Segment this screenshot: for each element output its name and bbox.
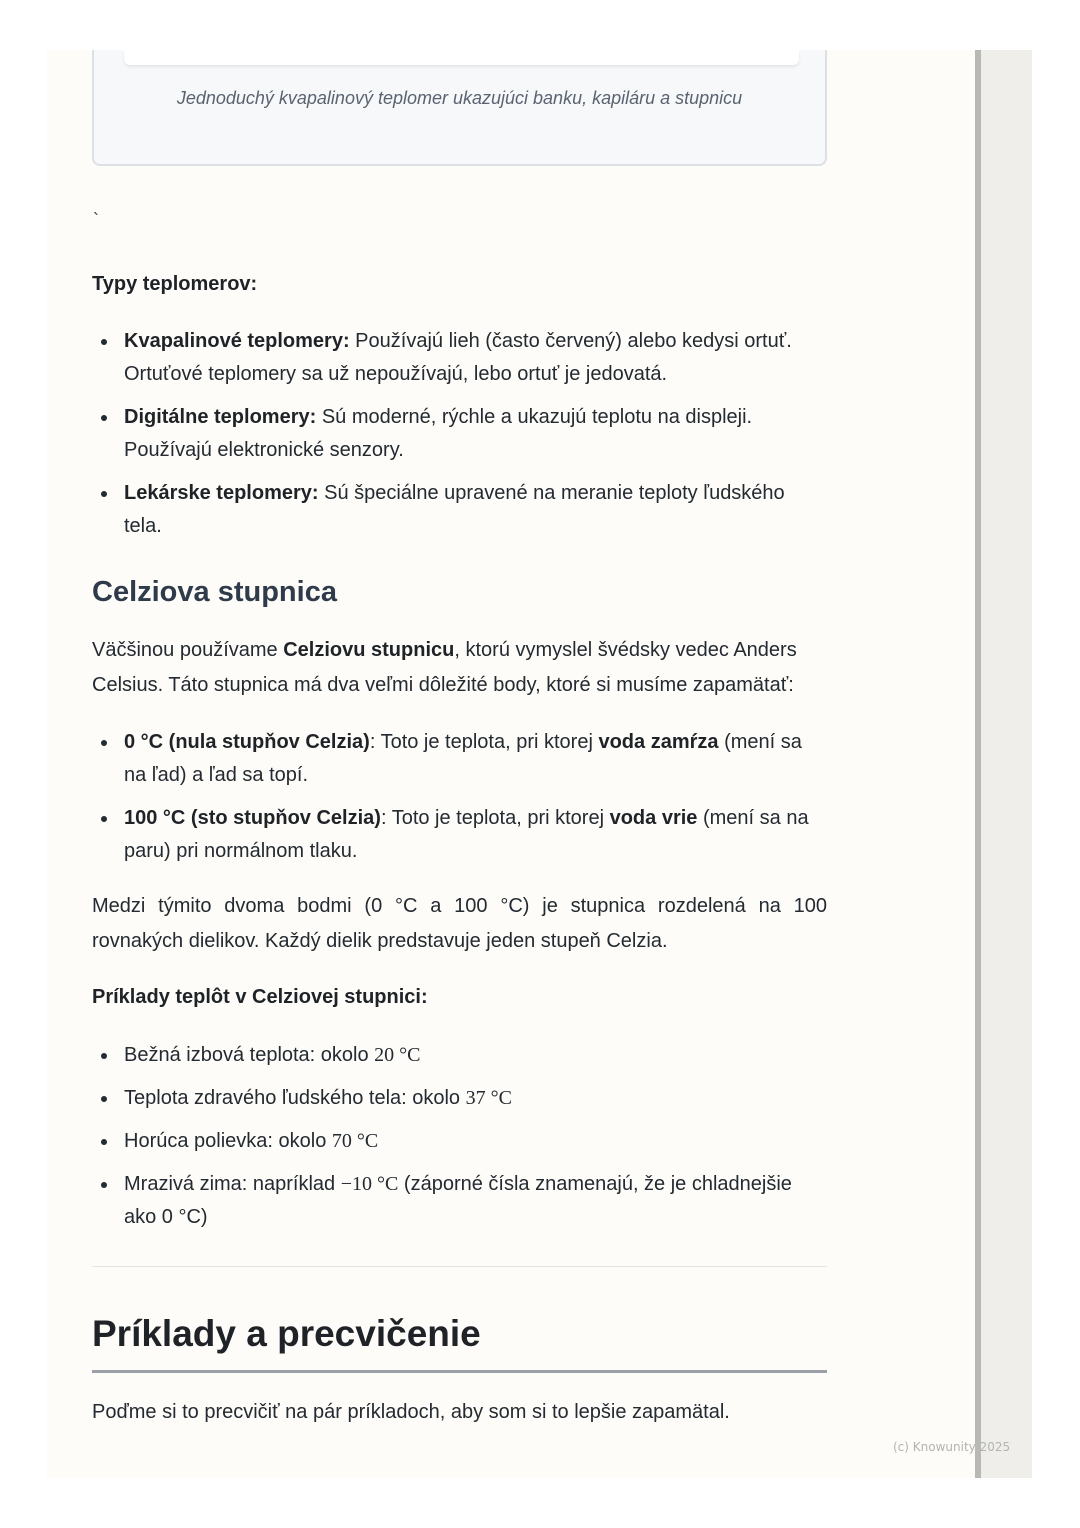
- figure-caption: Jednoduchý kvapalinový teplomer ukazujúci banku, kapiláru a stupnicu: [176, 88, 743, 108]
- intro-text: Väčšinou používame: [92, 639, 284, 661]
- heading-underline: [92, 1370, 827, 1373]
- intro-bold: Celziovu stupnicu: [283, 639, 455, 661]
- example-value: 20 °C: [374, 1044, 421, 1066]
- example-text: Bežná izbová teplota: okolo: [124, 1044, 375, 1066]
- figure-image-frame: [124, 50, 799, 65]
- practice-heading: Príklady a precvičenie: [92, 1313, 481, 1354]
- list-item: [92, 325, 827, 391]
- example-text: Mrazivá zima: napríklad: [124, 1173, 341, 1195]
- list-item: [92, 1125, 827, 1158]
- scrollbar-track[interactable]: [975, 50, 1032, 1478]
- example-text: Teplota zdravého ľudského tela: okolo: [124, 1087, 466, 1109]
- point-text: : Toto je teplota, pri ktorej: [380, 807, 610, 829]
- example-text: Horúca polievka: okolo: [124, 1130, 332, 1152]
- examples-heading: Príklady teplôt v Celziovej stupnici:: [92, 986, 428, 1008]
- types-heading: Typy teplomerov:: [92, 273, 258, 295]
- point-term: 0 °C (nula stupňov Celzia): [124, 731, 370, 753]
- point-text: : Toto je teplota, pri ktorej: [369, 731, 599, 753]
- point-bold: voda vrie: [609, 807, 698, 829]
- item-term: Kvapalinové teplomery:: [124, 330, 350, 352]
- list-item: [92, 726, 827, 792]
- item-term: Digitálne teplomery:: [124, 406, 317, 428]
- point-term: 100 °C (sto stupňov Celzia): [124, 807, 381, 829]
- stray-backtick: `: [93, 210, 99, 230]
- point-bold: voda zamŕza: [598, 731, 719, 753]
- item-text: Používajú lieh (často červený) alebo kedysi ortuť. Ortuťové teplomery sa už nepoužívajú, lebo ortuť je jedovatá.: [124, 330, 792, 385]
- celsius-points-list: [92, 726, 827, 868]
- item-text: Sú špeciálne upravené na meranie teploty ľudského tela.: [124, 482, 785, 537]
- point-text: (mení sa na ľad) a ľad sa topí.: [124, 731, 802, 786]
- thermometer-types-list: [92, 325, 827, 543]
- examples-list: [92, 1039, 827, 1234]
- list-item: [92, 401, 827, 467]
- list-item: [92, 477, 827, 543]
- scale-division-text: Medzi týmito dvoma bodmi (0 °C a 100 °C) je stupnica rozdelená na 100 rovnakých dielikov. Každý dielik predstavuje jeden stupeň Celzia.: [92, 895, 827, 952]
- figure-container: [92, 50, 827, 166]
- celsius-heading: Celziova stupnica: [92, 576, 337, 608]
- celsius-intro: [92, 633, 827, 703]
- scrollbar-thumb[interactable]: [975, 50, 981, 1478]
- example-value: 37 °C: [465, 1087, 512, 1109]
- intro-text: , ktorú vymyslel švédsky vedec Anders Celsius. Táto stupnica má dva veľmi dôležité body, ktoré si musíme zapamätať:: [92, 639, 797, 696]
- item-term: Lekárske teplomery:: [124, 482, 319, 504]
- list-item: [92, 1168, 827, 1234]
- example-value: −10 °C: [340, 1173, 399, 1195]
- item-text: Sú moderné, rýchle a ukazujú teplotu na displeji. Používajú elektronické senzory.: [124, 406, 753, 461]
- list-item: [92, 1039, 827, 1072]
- section-divider: [92, 1266, 827, 1267]
- practice-intro: Poďme si to precvičiť na pár príkladoch, aby som si to lepšie zapamätal.: [92, 1401, 730, 1423]
- point-text: (mení sa na paru) pri normálnom tlaku.: [124, 807, 809, 862]
- example-text: (záporné čísla znamenajú, že je chladnejšie ako 0 °C): [124, 1173, 792, 1228]
- example-value: 70 °C: [331, 1130, 379, 1152]
- list-item: [92, 802, 827, 868]
- list-item: [92, 1082, 827, 1115]
- copyright-footer: (c) Knowunity 2025: [893, 1440, 1011, 1454]
